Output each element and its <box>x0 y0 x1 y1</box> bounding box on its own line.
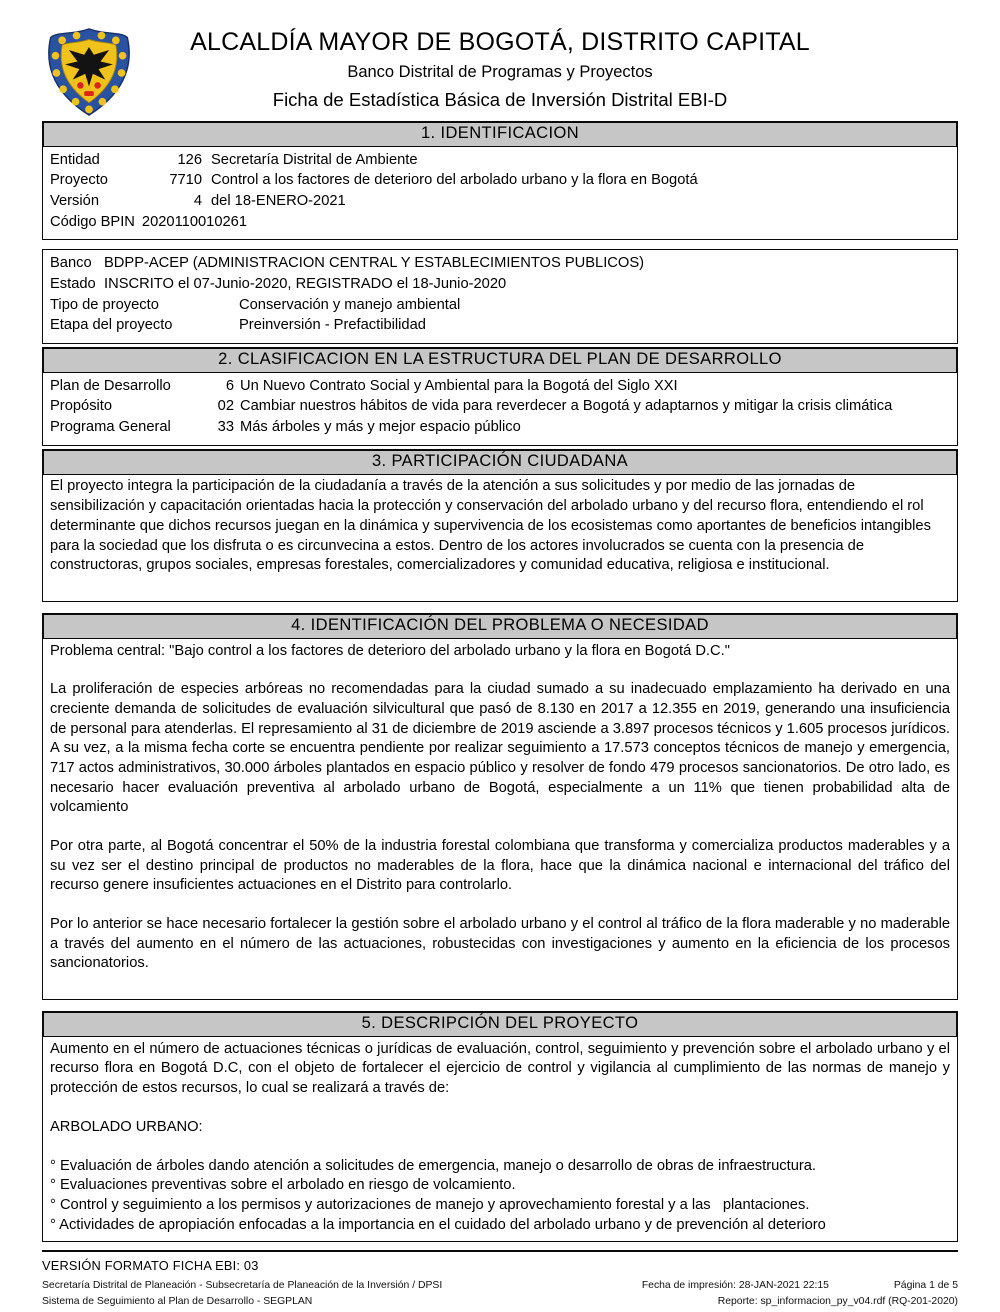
proyecto-value: Control a los factores de deterioro del arbolado urbano y la flora en Bogotá <box>211 172 698 189</box>
programa-general-label: Programa General <box>50 419 171 436</box>
descripcion-bullet-4: ° Actividades de apropiación enfocadas a la importancia en el cuidado del arbolado urbano y de prevención al deterioro <box>50 1216 826 1233</box>
section-problema-title: 4. IDENTIFICACIÓN DEL PROBLEMA O NECESIDAD <box>43 614 957 639</box>
row-estado <box>50 275 950 295</box>
proposito-label: Propósito <box>50 398 113 415</box>
row-version <box>50 192 950 212</box>
row-tipo-proyecto <box>50 296 950 316</box>
plan-desarrollo-code: 6 <box>225 377 234 394</box>
row-etapa-proyecto <box>50 316 950 336</box>
footer-divider <box>42 1250 958 1252</box>
footer-right-block <box>642 1280 958 1312</box>
section-clasificacion-title: 2. CLASIFICACION EN LA ESTRUCTURA DEL PLAN DE DESARROLLO <box>43 348 957 373</box>
row-proyecto <box>50 171 950 191</box>
proyecto-code: 7710 <box>169 172 202 189</box>
document-title: ALCALDÍA MAYOR DE BOGOTÁ, DISTRITO CAPITAL <box>190 28 810 56</box>
programa-general-value: Más árboles y más y mejor espacio público <box>240 419 521 436</box>
footer-left-block <box>42 1280 442 1312</box>
row-entidad <box>50 151 950 171</box>
proyecto-label: Proyecto <box>50 172 108 189</box>
entidad-code: 126 <box>177 151 202 168</box>
codigo-bpin-value: 2020110010261 <box>141 213 248 230</box>
entidad-value: Secretaría Distrital de Ambiente <box>211 151 418 168</box>
proposito-value: Cambiar nuestros hábitos de vida para reverdecer a Bogotá y adaptarnos y mitigar la crisis climática <box>240 398 893 415</box>
version-number: 4 <box>193 193 202 209</box>
descripcion-subheading: ARBOLADO URBANO: <box>50 1118 203 1135</box>
tipo-proyecto-value: Conservación y manejo ambiental <box>239 296 461 313</box>
banco-value: BDPP-ACEP (ADMINISTRACION CENTRAL Y ESTABLECIMIENTOS PUBLICOS) <box>104 255 645 272</box>
etapa-proyecto-label: Etapa del proyecto <box>50 317 173 334</box>
problema-paragraph-1: La proliferación de especies arbóreas no recomendadas para la ciudad sumado a su inadecuado emplazamiento ha derivado en una creciente demanda de solicitudes de evaluación silvicultural que pasó de 8.130 en 2017 a 12.355 en 2019, generando una insuficiencia de personal para atenderlas. El represamiento al 31 de diciembre de 2019 asciende a 3.897 procesos técnicos y 1.605 procesos jurídicos. A su vez, a la misma fecha corte se encuentra pendiente por realizar seguimiento a 17.573 conceptos técnicos de manejo y emergencia, 717 actos administrativos, 30.000 árboles plantados en espacio público y resolver de fondo 479 procesos sancionatorios. De otro lado, es necesario hacer evaluación preventiva al arbolado urbano de Bogotá, especialmente a un 11% que tienen probabilidad alta de volcamiento <box>50 681 950 816</box>
programa-general-code: 33 <box>217 419 234 436</box>
footer-page-number: Página 1 de 5 <box>893 1280 958 1292</box>
plan-desarrollo-label: Plan de Desarrollo <box>50 377 171 394</box>
section-banco-estado <box>42 249 958 344</box>
codigo-bpin-label: Código BPIN <box>50 213 135 230</box>
section-identificacion <box>42 121 958 240</box>
problema-paragraph-2: Por otra parte, al Bogotá concentrar el 50% de la industria forestal colombiana que transforma y comercializa productos maderables y a su vez ser el destino principal de productos no maderables de la flora, hace que la dinámica nacional e internacional del tráfico del recurso genere insuficientes actuaciones en el Distrito para controlarlo. <box>50 838 950 894</box>
participacion-paragraph: El proyecto integra la participación de la ciudadanía a través de la atención a sus solicitudes y por medio de las jornadas de sensibilización y capacitación orientadas hacia la protección y conservación del arbolado urbano y del recurso flora, entendiendo el rol determinante que dichos recursos juegan en la dinámica y supervivencia de los ecosistemas como aportantes de beneficios intangibles para la sociedad que los disfruta o es circunvecina a estos. Dentro de los actores involucrados se cuenta con la presencia de constructoras, grupos sociales, empresas forestales, comercializadores y comunidad educativa, religiosa e institucional. <box>50 478 931 574</box>
document-subtitle-banco: Banco Distrital de Programas y Proyectos <box>347 62 653 81</box>
tipo-proyecto-label: Tipo de proyecto <box>50 296 159 313</box>
document-subtitle-ficha: Ficha de Estadística Básica de Inversión Distrital EBI-D <box>272 88 728 110</box>
footer <box>42 1280 958 1312</box>
footer-system-line: Sistema de Seguimiento al Plan de Desarrollo - SEGPLAN <box>42 1296 313 1308</box>
section-identificacion-title: 1. IDENTIFICACION <box>43 122 957 147</box>
estado-value: INSCRITO el 07-Junio-2020, REGISTRADO el 18-Junio-2020 <box>104 276 507 293</box>
entidad-label: Entidad <box>50 151 100 168</box>
descripcion-intro: Aumento en el número de actuaciones técnicas o jurídicas de evaluación, control, seguimiento y prevención sobre el arbolado urbano y el recurso flora en Bogotá D.C, con el objeto de fortalecer el ejercicio de control y vigilancia al cumplimiento de las normas de manejo y protección de estos recursos, lo cual se realizará a través de: <box>50 1040 950 1097</box>
section-descripcion-title: 5. DESCRIPCIÓN DEL PROYECTO <box>43 1012 957 1037</box>
proposito-code: 02 <box>217 398 234 415</box>
section-clasificacion <box>42 347 958 446</box>
version-date: del 18-ENERO-2021 <box>211 193 346 209</box>
plan-desarrollo-value: Un Nuevo Contrato Social y Ambiental para la Bogotá del Siglo XXI <box>240 377 678 394</box>
footer-print-date: Fecha de impresión: 28-JAN-2021 22:15 <box>641 1280 829 1292</box>
row-banco <box>50 254 950 274</box>
banco-label: Banco <box>50 255 92 272</box>
section-problema <box>42 613 958 1000</box>
section-descripcion <box>42 1011 958 1242</box>
estado-label: Estado <box>50 276 96 293</box>
bogota-coat-of-arms-icon <box>38 26 140 118</box>
problema-central: Problema central: "Bajo control a los factores de deterioro del arbolado urbano y la flora en Bogotá D.C." <box>50 642 730 659</box>
footer-format-version: VERSIÓN FORMATO FICHA EBI: 03 <box>42 1258 259 1274</box>
section-participacion-title: 3. PARTICIPACIÓN CIUDADANA <box>43 450 957 475</box>
etapa-proyecto-value: Preinversión - Prefactibilidad <box>239 317 426 334</box>
footer-report-id: Reporte: sp_informacion_py_v04.rdf (RQ-201-2020) <box>717 1296 958 1308</box>
row-plan-desarrollo <box>50 377 950 397</box>
descripcion-bullet-2: ° Evaluaciones preventivas sobre el arbolado en riesgo de volcamiento. <box>50 1177 516 1194</box>
problema-paragraph-3: Por lo anterior se hace necesario fortalecer la gestión sobre el arbolado urbano y el control al tráfico de la flora maderable y no maderable a través del aumento en el número de las actuaciones, robustecidas con investigaciones y aumento en la eficiencia de los procesos sancionatorios. <box>50 916 950 972</box>
row-codigo-bpin <box>50 213 950 233</box>
document-header <box>42 18 958 114</box>
row-programa-general <box>50 418 950 438</box>
version-label: Versión <box>50 193 99 209</box>
descripcion-bullet-3: ° Control y seguimiento a los permisos y autorizaciones de manejo y aprovechamiento forestal y a las plantaciones. <box>50 1196 810 1213</box>
footer-entity-line: Secretaría Distrital de Planeación - Subsecretaría de Planeación de la Inversión / DPSI <box>42 1280 443 1292</box>
row-proposito <box>50 397 950 417</box>
section-participacion <box>42 449 958 602</box>
descripcion-bullet-1: ° Evaluación de árboles dando atención a solicitudes de emergencia, manejo o desarrollo de obras de infraestructura. <box>50 1157 817 1174</box>
